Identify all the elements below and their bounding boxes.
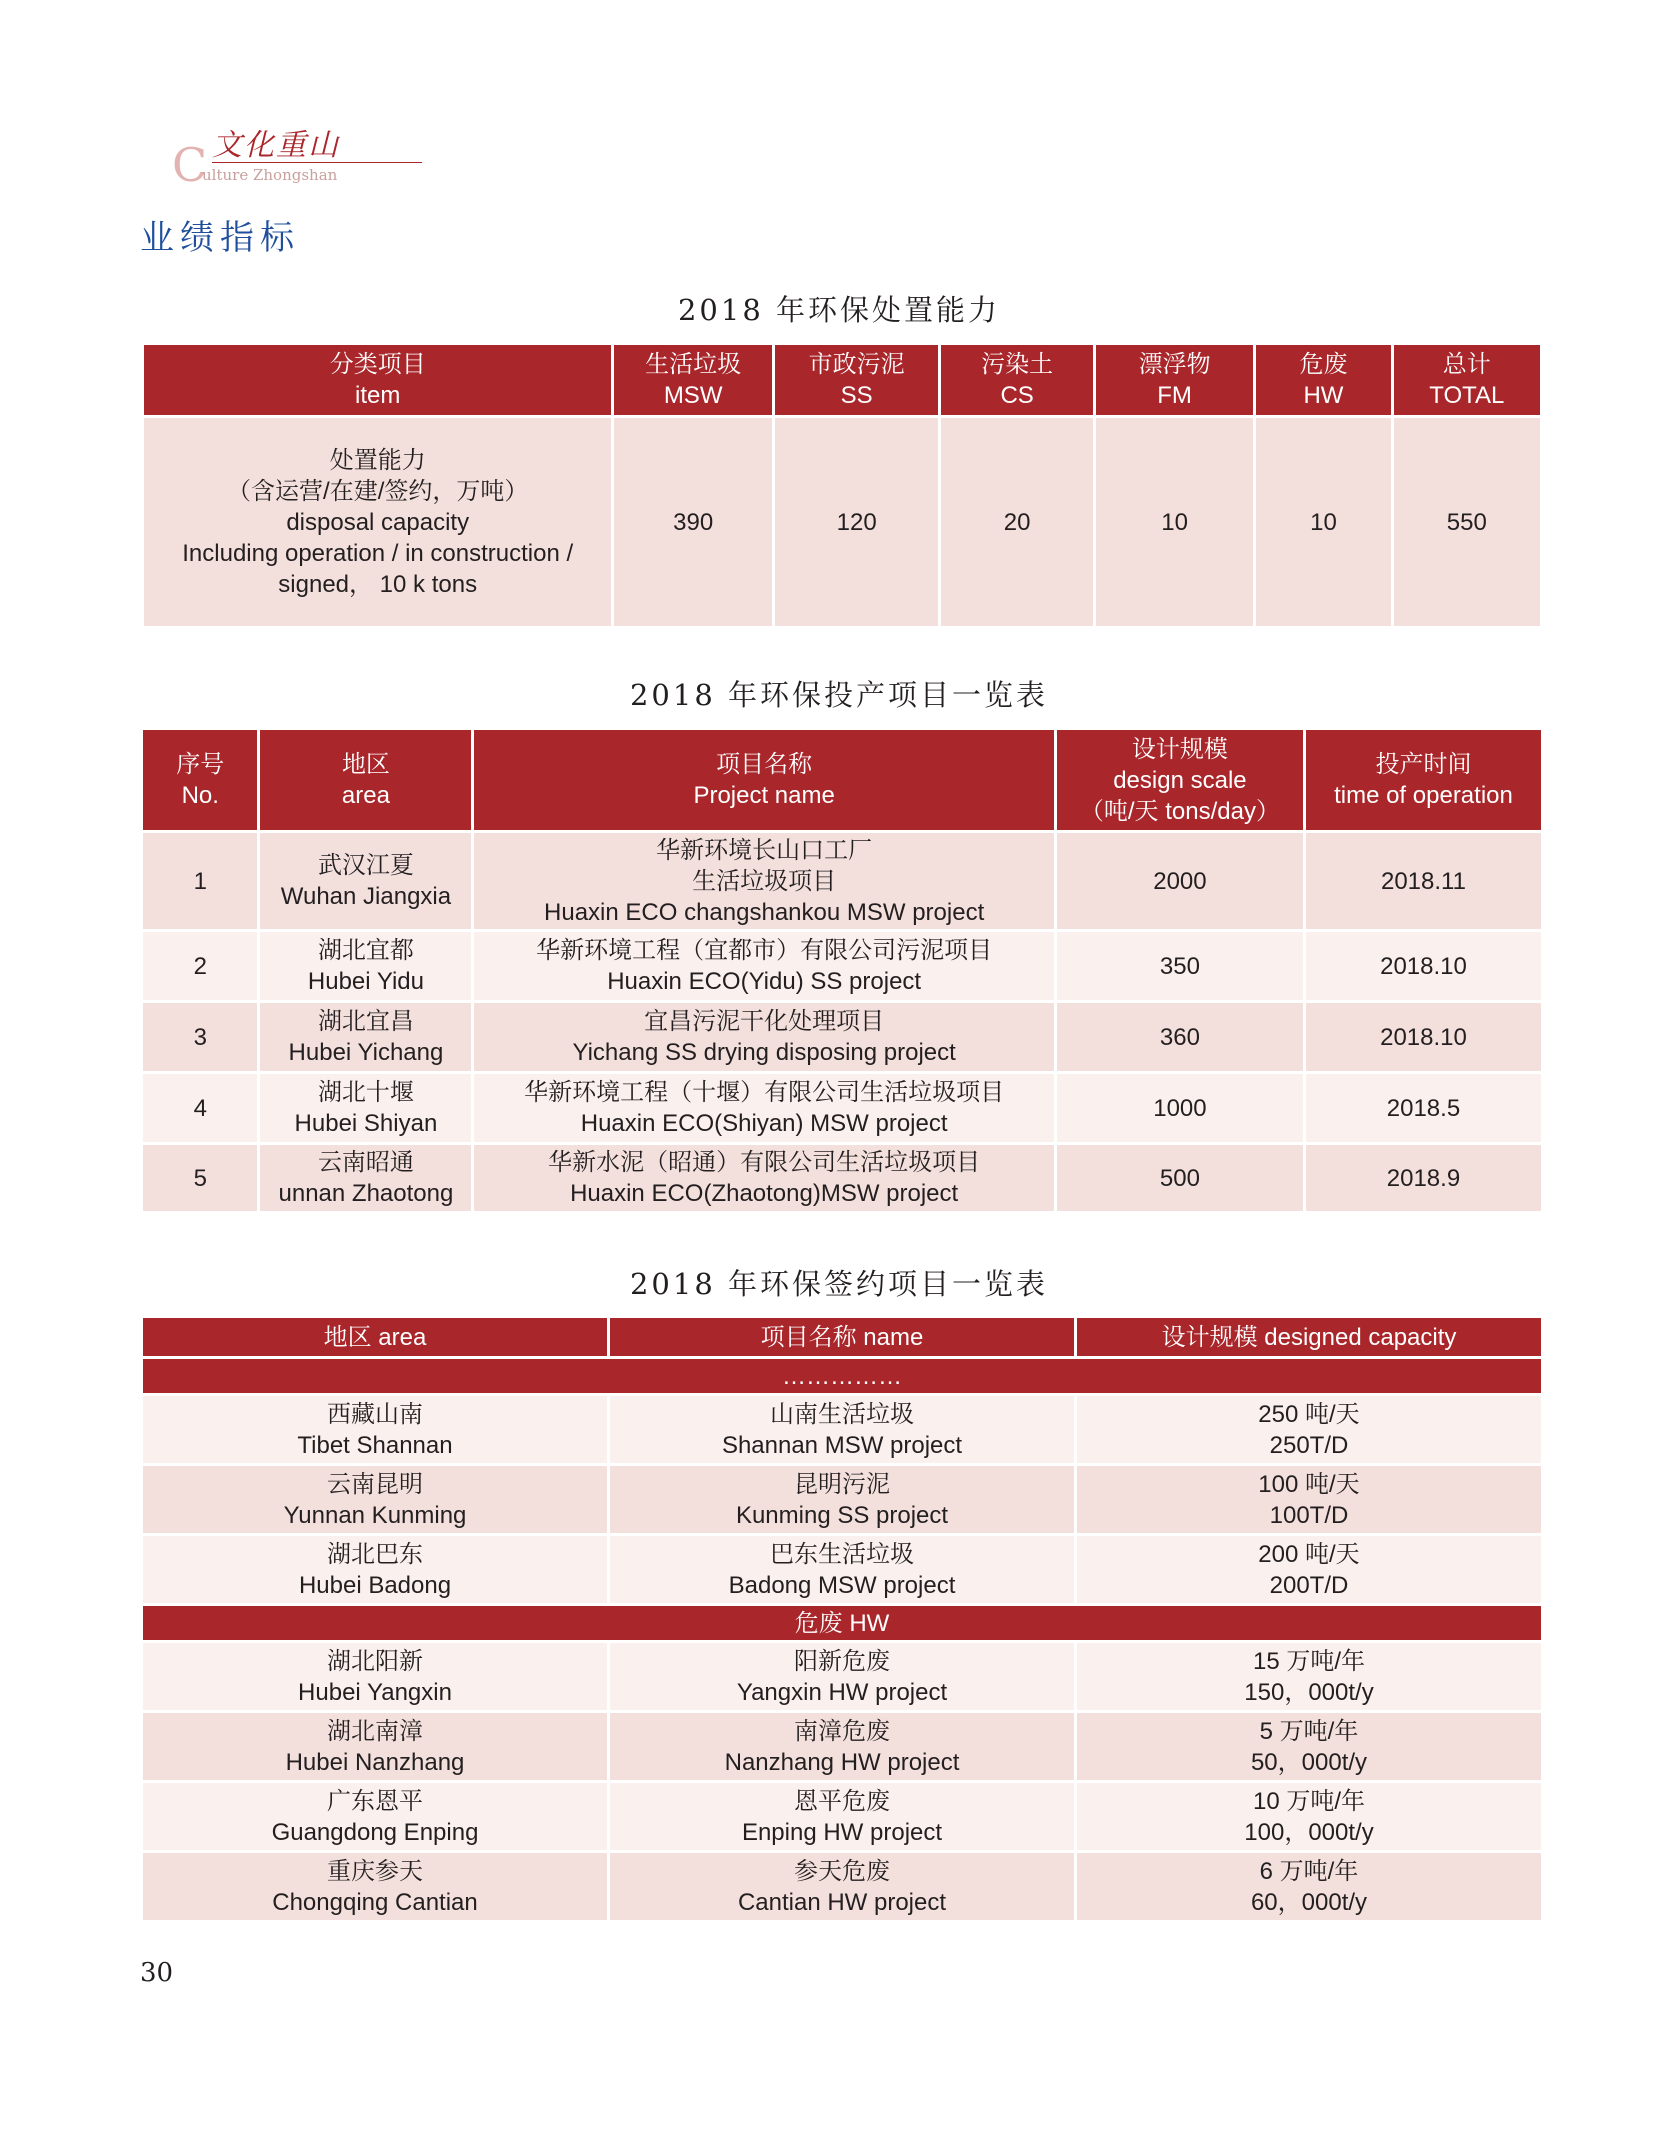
value-msw: 390 bbox=[614, 418, 771, 626]
cell-scale: 360 bbox=[1057, 1003, 1303, 1071]
col-header-item: 分类项目 item bbox=[144, 345, 611, 415]
cell-project: 参天危废 Cantian HW project bbox=[610, 1853, 1074, 1920]
col-header-capacity: 设计规模 designed capacity bbox=[1077, 1318, 1541, 1356]
cell-project: 昆明污泥 Kunming SS project bbox=[610, 1466, 1074, 1533]
operational-projects-table bbox=[140, 727, 1544, 1214]
table2-caption: 2018 年环保投产项目一览表 bbox=[629, 678, 1049, 712]
cell-capacity: 15 万吨/年 150，000t/y bbox=[1077, 1643, 1541, 1710]
cell-capacity: 5 万吨/年 50，000t/y bbox=[1077, 1713, 1541, 1780]
table-row bbox=[143, 1396, 1541, 1463]
logo-english-text: ulture Zhongshan bbox=[202, 166, 338, 184]
cell-capacity: 100 吨/天 100T/D bbox=[1077, 1466, 1541, 1533]
cell-scale: 350 bbox=[1057, 932, 1303, 1000]
cell-project: 南漳危废 Nanzhang HW project bbox=[610, 1713, 1074, 1780]
table-row bbox=[143, 1536, 1541, 1603]
cell-project: 华新环境工程（十堰）有限公司生活垃圾项目 Huaxin ECO(Shiyan) MSW project bbox=[474, 1074, 1054, 1142]
cell-project: 宜昌污泥干化处理项目 Yichang SS drying disposing project bbox=[474, 1003, 1054, 1071]
cell-area: 武汉江夏 Wuhan Jiangxia bbox=[260, 833, 471, 929]
cell-area: 重庆参天 Chongqing Cantian bbox=[143, 1853, 607, 1920]
category-band bbox=[143, 1606, 1541, 1640]
table-row bbox=[143, 1003, 1541, 1071]
value-cs: 20 bbox=[941, 418, 1092, 626]
table-row bbox=[143, 1074, 1541, 1142]
row-label: 处置能力 （含运营/在建/签约，万吨） disposal capacity Including operation / in construction / signed， 10 k tons bbox=[144, 418, 611, 626]
cell-scale: 500 bbox=[1057, 1145, 1303, 1211]
section-title: 业绩指标 bbox=[140, 218, 300, 258]
table3-header-row bbox=[143, 1318, 1541, 1356]
table2-header-row bbox=[143, 730, 1541, 830]
disposal-capacity-table bbox=[141, 342, 1543, 629]
cell-area: 云南昆明 Yunnan Kunming bbox=[143, 1466, 607, 1533]
table1-header-row bbox=[144, 345, 1540, 415]
col-header-hw: 危废 HW bbox=[1256, 345, 1390, 415]
table-row bbox=[144, 418, 1540, 626]
cell-project: 巴东生活垃圾 Badong MSW project bbox=[610, 1536, 1074, 1603]
col-header-msw: 生活垃圾 MSW bbox=[614, 345, 771, 415]
cell-capacity: 6 万吨/年 60，000t/y bbox=[1077, 1853, 1541, 1920]
cell-project: 华新水泥（昭通）有限公司生活垃圾项目 Huaxin ECO(Zhaotong)MSW project bbox=[474, 1145, 1054, 1211]
cell-project: 恩平危废 Enping HW project bbox=[610, 1783, 1074, 1850]
cell-time: 2018.9 bbox=[1306, 1145, 1541, 1211]
value-total: 550 bbox=[1394, 418, 1540, 626]
col-header-area: 地区 area bbox=[260, 730, 471, 830]
col-header-ss: 市政污泥 SS bbox=[775, 345, 939, 415]
cell-area: 湖北阳新 Hubei Yangxin bbox=[143, 1643, 607, 1710]
cell-capacity: 250 吨/天 250T/D bbox=[1077, 1396, 1541, 1463]
cell-no: 1 bbox=[143, 833, 257, 929]
cell-area: 湖北宜昌 Hubei Yichang bbox=[260, 1003, 471, 1071]
col-header-area: 地区 area bbox=[143, 1318, 607, 1356]
category-band-ellipsis: …………… bbox=[143, 1359, 1541, 1393]
cell-no: 3 bbox=[143, 1003, 257, 1071]
col-header-total: 总计 TOTAL bbox=[1394, 345, 1540, 415]
value-hw: 10 bbox=[1256, 418, 1390, 626]
cell-project: 华新环境长山口工厂 生活垃圾项目 Huaxin ECO changshankou MSW project bbox=[474, 833, 1054, 929]
cell-time: 2018.10 bbox=[1306, 1003, 1541, 1071]
cell-capacity: 10 万吨/年 100，000t/y bbox=[1077, 1783, 1541, 1850]
col-header-design-scale: 设计规模 design scale （吨/天 tons/day） bbox=[1057, 730, 1303, 830]
table-row bbox=[143, 932, 1541, 1000]
cell-area: 湖北巴东 Hubei Badong bbox=[143, 1536, 607, 1603]
cell-time: 2018.11 bbox=[1306, 833, 1541, 929]
logo-underline bbox=[212, 162, 422, 163]
cell-scale: 2000 bbox=[1057, 833, 1303, 929]
col-header-project-name: 项目名称 Project name bbox=[474, 730, 1054, 830]
table1-caption: 2018 年环保处置能力 bbox=[677, 293, 1001, 327]
cell-project: 阳新危废 Yangxin HW project bbox=[610, 1643, 1074, 1710]
table-row bbox=[143, 1643, 1541, 1710]
table-row bbox=[143, 1713, 1541, 1780]
cell-project: 华新环境工程（宜都市）有限公司污泥项目 Huaxin ECO(Yidu) SS project bbox=[474, 932, 1054, 1000]
culture-zhongshan-logo bbox=[172, 120, 422, 190]
value-fm: 10 bbox=[1096, 418, 1253, 626]
cell-scale: 1000 bbox=[1057, 1074, 1303, 1142]
col-header-no: 序号 No. bbox=[143, 730, 257, 830]
logo-initial-c: C bbox=[172, 138, 208, 192]
col-header-fm: 漂浮物 FM bbox=[1096, 345, 1253, 415]
table-row bbox=[143, 1783, 1541, 1850]
cell-capacity: 200 吨/天 200T/D bbox=[1077, 1536, 1541, 1603]
cell-area: 云南昭通 unnan Zhaotong bbox=[260, 1145, 471, 1211]
table3-caption: 2018 年环保签约项目一览表 bbox=[629, 1267, 1049, 1301]
category-band bbox=[143, 1359, 1541, 1393]
table-row bbox=[143, 1853, 1541, 1920]
signed-projects-table bbox=[140, 1315, 1544, 1923]
cell-no: 5 bbox=[143, 1145, 257, 1211]
cell-time: 2018.5 bbox=[1306, 1074, 1541, 1142]
cell-time: 2018.10 bbox=[1306, 932, 1541, 1000]
cell-area: 湖北南漳 Hubei Nanzhang bbox=[143, 1713, 607, 1780]
col-header-time: 投产时间 time of operation bbox=[1306, 730, 1541, 830]
category-band-hw: 危废 HW bbox=[143, 1606, 1541, 1640]
cell-area: 湖北宜都 Hubei Yidu bbox=[260, 932, 471, 1000]
cell-project: 山南生活垃圾 Shannan MSW project bbox=[610, 1396, 1074, 1463]
cell-no: 2 bbox=[143, 932, 257, 1000]
page-number: 30 bbox=[140, 1958, 174, 1988]
value-ss: 120 bbox=[775, 418, 939, 626]
cell-area: 广东恩平 Guangdong Enping bbox=[143, 1783, 607, 1850]
cell-area: 湖北十堰 Hubei Shiyan bbox=[260, 1074, 471, 1142]
table-row bbox=[143, 1145, 1541, 1211]
cell-no: 4 bbox=[143, 1074, 257, 1142]
logo-chinese-text: 文化重山 bbox=[212, 128, 340, 163]
table-row bbox=[143, 1466, 1541, 1533]
cell-area: 西藏山南 Tibet Shannan bbox=[143, 1396, 607, 1463]
col-header-cs: 污染土 CS bbox=[941, 345, 1092, 415]
col-header-name: 项目名称 name bbox=[610, 1318, 1074, 1356]
table-row bbox=[143, 833, 1541, 929]
